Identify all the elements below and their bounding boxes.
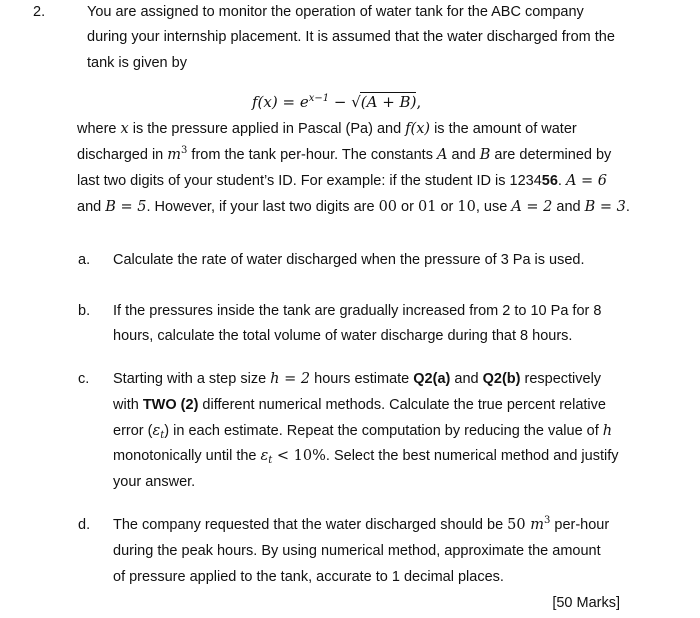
equation-minus-sqrt: − √ (329, 93, 361, 111)
definition-line-3 (77, 173, 607, 189)
text: is the pressure applied in Pascal (Pa) and (128, 121, 406, 137)
math-h: h (602, 423, 613, 439)
part-d-line-2: during the peak hours. By using numerical method, approximate the amount (113, 543, 601, 559)
definition-line-1 (77, 121, 577, 137)
math-B-eq2: B = 3 (584, 199, 626, 215)
math-01: 01 (417, 199, 437, 215)
part-a-label: a. (78, 252, 91, 268)
intro-line-1: You are assigned to monitor the operation of water tank for the ABC company (87, 4, 584, 20)
text: . However, if your last two digits are (146, 199, 379, 215)
definition-line-2 (77, 147, 611, 163)
equation-lhs: f(x) = e (252, 93, 309, 111)
math-fx: f(x) (405, 121, 431, 137)
part-a-line-1: Calculate the rate of water discharged when the pressure of 3 Pa is used. (113, 252, 585, 268)
math-epsilon: ε (260, 448, 269, 464)
text: is the amount of water (430, 121, 577, 137)
part-c-line-1 (113, 371, 601, 387)
text: or (397, 199, 418, 215)
math-A: A (437, 147, 448, 163)
text: The company requested that the water discharged should be (113, 517, 508, 533)
math-B-eq: B = 5 (105, 199, 147, 215)
ref-q2b: Q2(b) (482, 371, 521, 387)
text: respectively (520, 371, 602, 387)
text: with (113, 397, 143, 413)
bold-two: TWO (2) (142, 397, 199, 413)
math-A-eq2: A = 2 (511, 199, 553, 215)
part-c-line-4 (113, 448, 619, 464)
math-A-eq: A = 6 (565, 173, 608, 189)
text: . (557, 173, 566, 189)
text: and (450, 371, 483, 387)
math-00: 00 (378, 199, 398, 215)
question-number: 2. (33, 4, 46, 20)
text: ) in each estimate. Repeat the computation by reducing the value of (164, 423, 603, 439)
text: and (552, 199, 585, 215)
text: per-hour (550, 517, 610, 533)
part-c-line-2 (113, 397, 606, 413)
equation-comma: , (416, 93, 422, 111)
equation-radicand: (A + B) (360, 93, 417, 111)
equation (252, 92, 421, 111)
text: where (77, 121, 121, 137)
text: , use (475, 199, 512, 215)
part-b-line-2: hours, calculate the total volume of water discharge during that 8 hours. (113, 328, 573, 344)
text: Starting with a step size (113, 371, 271, 387)
text: or (436, 199, 458, 215)
text: error ( (113, 423, 153, 439)
intro-line-2: during your internship placement. It is assumed that the water discharged from the (87, 29, 615, 45)
text: from the tank per-hour. The constants (187, 147, 437, 163)
text: . (625, 199, 630, 215)
math-m: m (530, 517, 544, 533)
text: are determined by (490, 147, 612, 163)
part-b-label: b. (78, 303, 91, 319)
text: different numerical methods. Calculate the true percent relative (198, 397, 606, 413)
part-b-line-1: If the pressures inside the tank are gradually increased from 2 to 10 Pa for 8 (113, 303, 602, 319)
marks-label: [50 Marks] (552, 595, 620, 611)
text: discharged in (77, 147, 168, 163)
text: last two digits of your student’s ID. For example: if the student ID is 1234 (77, 173, 542, 189)
text: and (447, 147, 480, 163)
text: hours estimate (310, 371, 414, 387)
text: and (77, 199, 106, 215)
math-sub-t: t (160, 430, 165, 441)
intro-line-3: tank is given by (87, 55, 187, 71)
math-10: 10 (457, 199, 476, 215)
math-exp: 3 (181, 145, 188, 156)
math-x: x (120, 121, 129, 137)
math-B: B (479, 147, 491, 163)
part-d-label: d. (78, 517, 91, 533)
part-c-line-3 (113, 423, 612, 439)
bold-digits: 56 (541, 173, 558, 189)
part-d-line-1 (113, 517, 609, 533)
math-epsilon: ε (152, 423, 161, 439)
math-sub-t: t (268, 455, 273, 466)
math-exp: 3 (543, 515, 551, 526)
ref-q2a: Q2(a) (413, 371, 451, 387)
part-c-line-5: your answer. (113, 474, 196, 490)
math-condition: < 10% (272, 448, 326, 464)
math-m: m (167, 147, 182, 163)
part-d-line-3: of pressure applied to the tank, accurate to 1 decimal places. (113, 569, 504, 585)
math-h-eq: h = 2 (270, 371, 311, 387)
equation-exponent: x−1 (308, 93, 330, 104)
math-50: 50 (507, 517, 531, 533)
text: . Select the best numerical method and justify (325, 448, 619, 464)
text: monotonically until the (113, 448, 261, 464)
definition-line-4 (77, 199, 630, 215)
part-c-label: c. (78, 371, 90, 387)
